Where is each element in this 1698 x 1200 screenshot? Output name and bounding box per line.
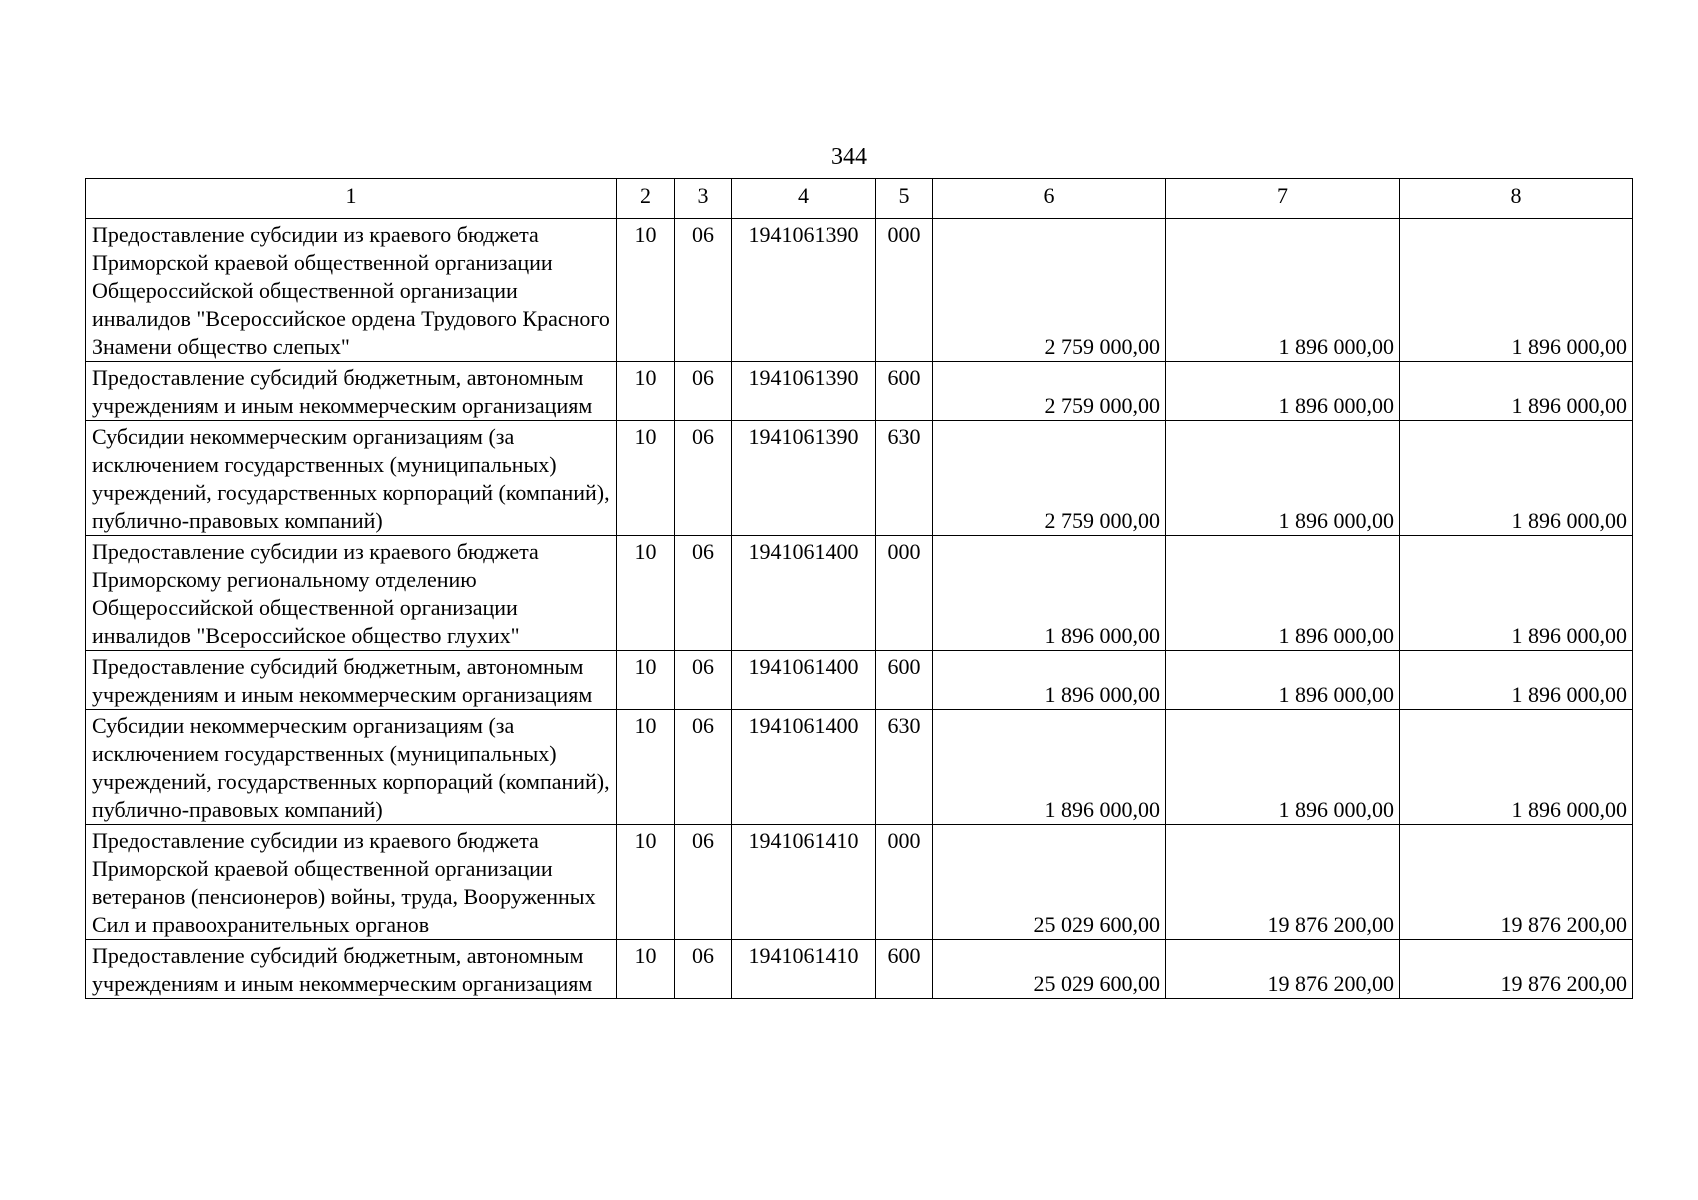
cell-section: 10 <box>617 940 675 999</box>
cell-amount-6: 2 759 000,00 <box>933 362 1166 421</box>
table-row <box>86 825 1633 940</box>
cell-amount-8: 1 896 000,00 <box>1400 362 1633 421</box>
cell-target-article: 1941061400 <box>732 710 876 825</box>
cell-name: Предоставление субсидии из краевого бюджета Приморской краевой общественной организации ветеранов (пенсионеров) войны, труда, Вооруженных Сил и правоохранительных органов <box>86 825 617 940</box>
cell-amount-8: 19 876 200,00 <box>1400 940 1633 999</box>
table-body <box>86 219 1633 999</box>
header-col-6: 6 <box>933 179 1166 219</box>
cell-name: Субсидии некоммерческим организациям (за исключением государственных (муниципальных) учреждений, государственных корпораций (компаний), публично-правовых компаний) <box>86 710 617 825</box>
cell-expense-type: 000 <box>876 536 933 651</box>
table-row <box>86 219 1633 362</box>
cell-section: 10 <box>617 219 675 362</box>
cell-section: 10 <box>617 421 675 536</box>
table-row <box>86 362 1633 421</box>
cell-target-article: 1941061400 <box>732 651 876 710</box>
cell-name: Предоставление субсидий бюджетным, автономным учреждениям и иным некоммерческим организациям <box>86 940 617 999</box>
cell-amount-6: 2 759 000,00 <box>933 421 1166 536</box>
header-col-7: 7 <box>1166 179 1400 219</box>
cell-expense-type: 600 <box>876 940 933 999</box>
cell-amount-6: 25 029 600,00 <box>933 940 1166 999</box>
header-col-5: 5 <box>876 179 933 219</box>
cell-subsection: 06 <box>675 362 732 421</box>
cell-amount-7: 1 896 000,00 <box>1166 362 1400 421</box>
cell-section: 10 <box>617 651 675 710</box>
table-row <box>86 710 1633 825</box>
header-col-4: 4 <box>732 179 876 219</box>
cell-amount-7: 1 896 000,00 <box>1166 536 1400 651</box>
cell-name: Предоставление субсидии из краевого бюджета Приморскому региональному отделению Общероссийской общественной организации инвалидов "Всероссийское общество глухих" <box>86 536 617 651</box>
cell-expense-type: 630 <box>876 421 933 536</box>
cell-section: 10 <box>617 536 675 651</box>
cell-target-article: 1941061390 <box>732 362 876 421</box>
cell-target-article: 1941061400 <box>732 536 876 651</box>
table-row <box>86 536 1633 651</box>
cell-target-article: 1941061390 <box>732 421 876 536</box>
header-col-2: 2 <box>617 179 675 219</box>
cell-subsection: 06 <box>675 536 732 651</box>
header-col-8: 8 <box>1400 179 1633 219</box>
cell-section: 10 <box>617 710 675 825</box>
cell-name: Предоставление субсидий бюджетным, автономным учреждениям и иным некоммерческим организациям <box>86 362 617 421</box>
cell-amount-7: 19 876 200,00 <box>1166 825 1400 940</box>
table-row <box>86 940 1633 999</box>
cell-expense-type: 000 <box>876 825 933 940</box>
cell-amount-7: 1 896 000,00 <box>1166 421 1400 536</box>
cell-amount-6: 1 896 000,00 <box>933 710 1166 825</box>
cell-subsection: 06 <box>675 825 732 940</box>
cell-expense-type: 000 <box>876 219 933 362</box>
cell-name: Предоставление субсидии из краевого бюджета Приморской краевой общественной организации Общероссийской общественной организации инвалидов "Всероссийское ордена Трудового Красного Знамени общество слепых" <box>86 219 617 362</box>
cell-amount-8: 1 896 000,00 <box>1400 710 1633 825</box>
cell-subsection: 06 <box>675 651 732 710</box>
cell-name: Субсидии некоммерческим организациям (за исключением государственных (муниципальных) учреждений, государственных корпораций (компаний), публично-правовых компаний) <box>86 421 617 536</box>
cell-expense-type: 630 <box>876 710 933 825</box>
table-row <box>86 421 1633 536</box>
cell-target-article: 1941061390 <box>732 219 876 362</box>
table-row <box>86 651 1633 710</box>
cell-target-article: 1941061410 <box>732 825 876 940</box>
cell-amount-7: 1 896 000,00 <box>1166 651 1400 710</box>
cell-section: 10 <box>617 362 675 421</box>
cell-amount-6: 1 896 000,00 <box>933 651 1166 710</box>
cell-amount-8: 1 896 000,00 <box>1400 421 1633 536</box>
cell-amount-8: 1 896 000,00 <box>1400 536 1633 651</box>
cell-target-article: 1941061410 <box>732 940 876 999</box>
cell-amount-7: 1 896 000,00 <box>1166 219 1400 362</box>
cell-expense-type: 600 <box>876 362 933 421</box>
cell-subsection: 06 <box>675 940 732 999</box>
header-col-1: 1 <box>86 179 617 219</box>
cell-amount-7: 19 876 200,00 <box>1166 940 1400 999</box>
cell-expense-type: 600 <box>876 651 933 710</box>
budget-table <box>85 178 1633 999</box>
cell-subsection: 06 <box>675 421 732 536</box>
cell-section: 10 <box>617 825 675 940</box>
page-number: 344 <box>831 144 867 170</box>
header-col-3: 3 <box>675 179 732 219</box>
header-row <box>86 179 1633 219</box>
cell-amount-6: 2 759 000,00 <box>933 219 1166 362</box>
cell-subsection: 06 <box>675 710 732 825</box>
cell-subsection: 06 <box>675 219 732 362</box>
table-header <box>86 179 1633 219</box>
cell-amount-6: 25 029 600,00 <box>933 825 1166 940</box>
cell-name: Предоставление субсидий бюджетным, автономным учреждениям и иным некоммерческим организациям <box>86 651 617 710</box>
cell-amount-7: 1 896 000,00 <box>1166 710 1400 825</box>
cell-amount-8: 1 896 000,00 <box>1400 219 1633 362</box>
cell-amount-8: 19 876 200,00 <box>1400 825 1633 940</box>
cell-amount-6: 1 896 000,00 <box>933 536 1166 651</box>
cell-amount-8: 1 896 000,00 <box>1400 651 1633 710</box>
